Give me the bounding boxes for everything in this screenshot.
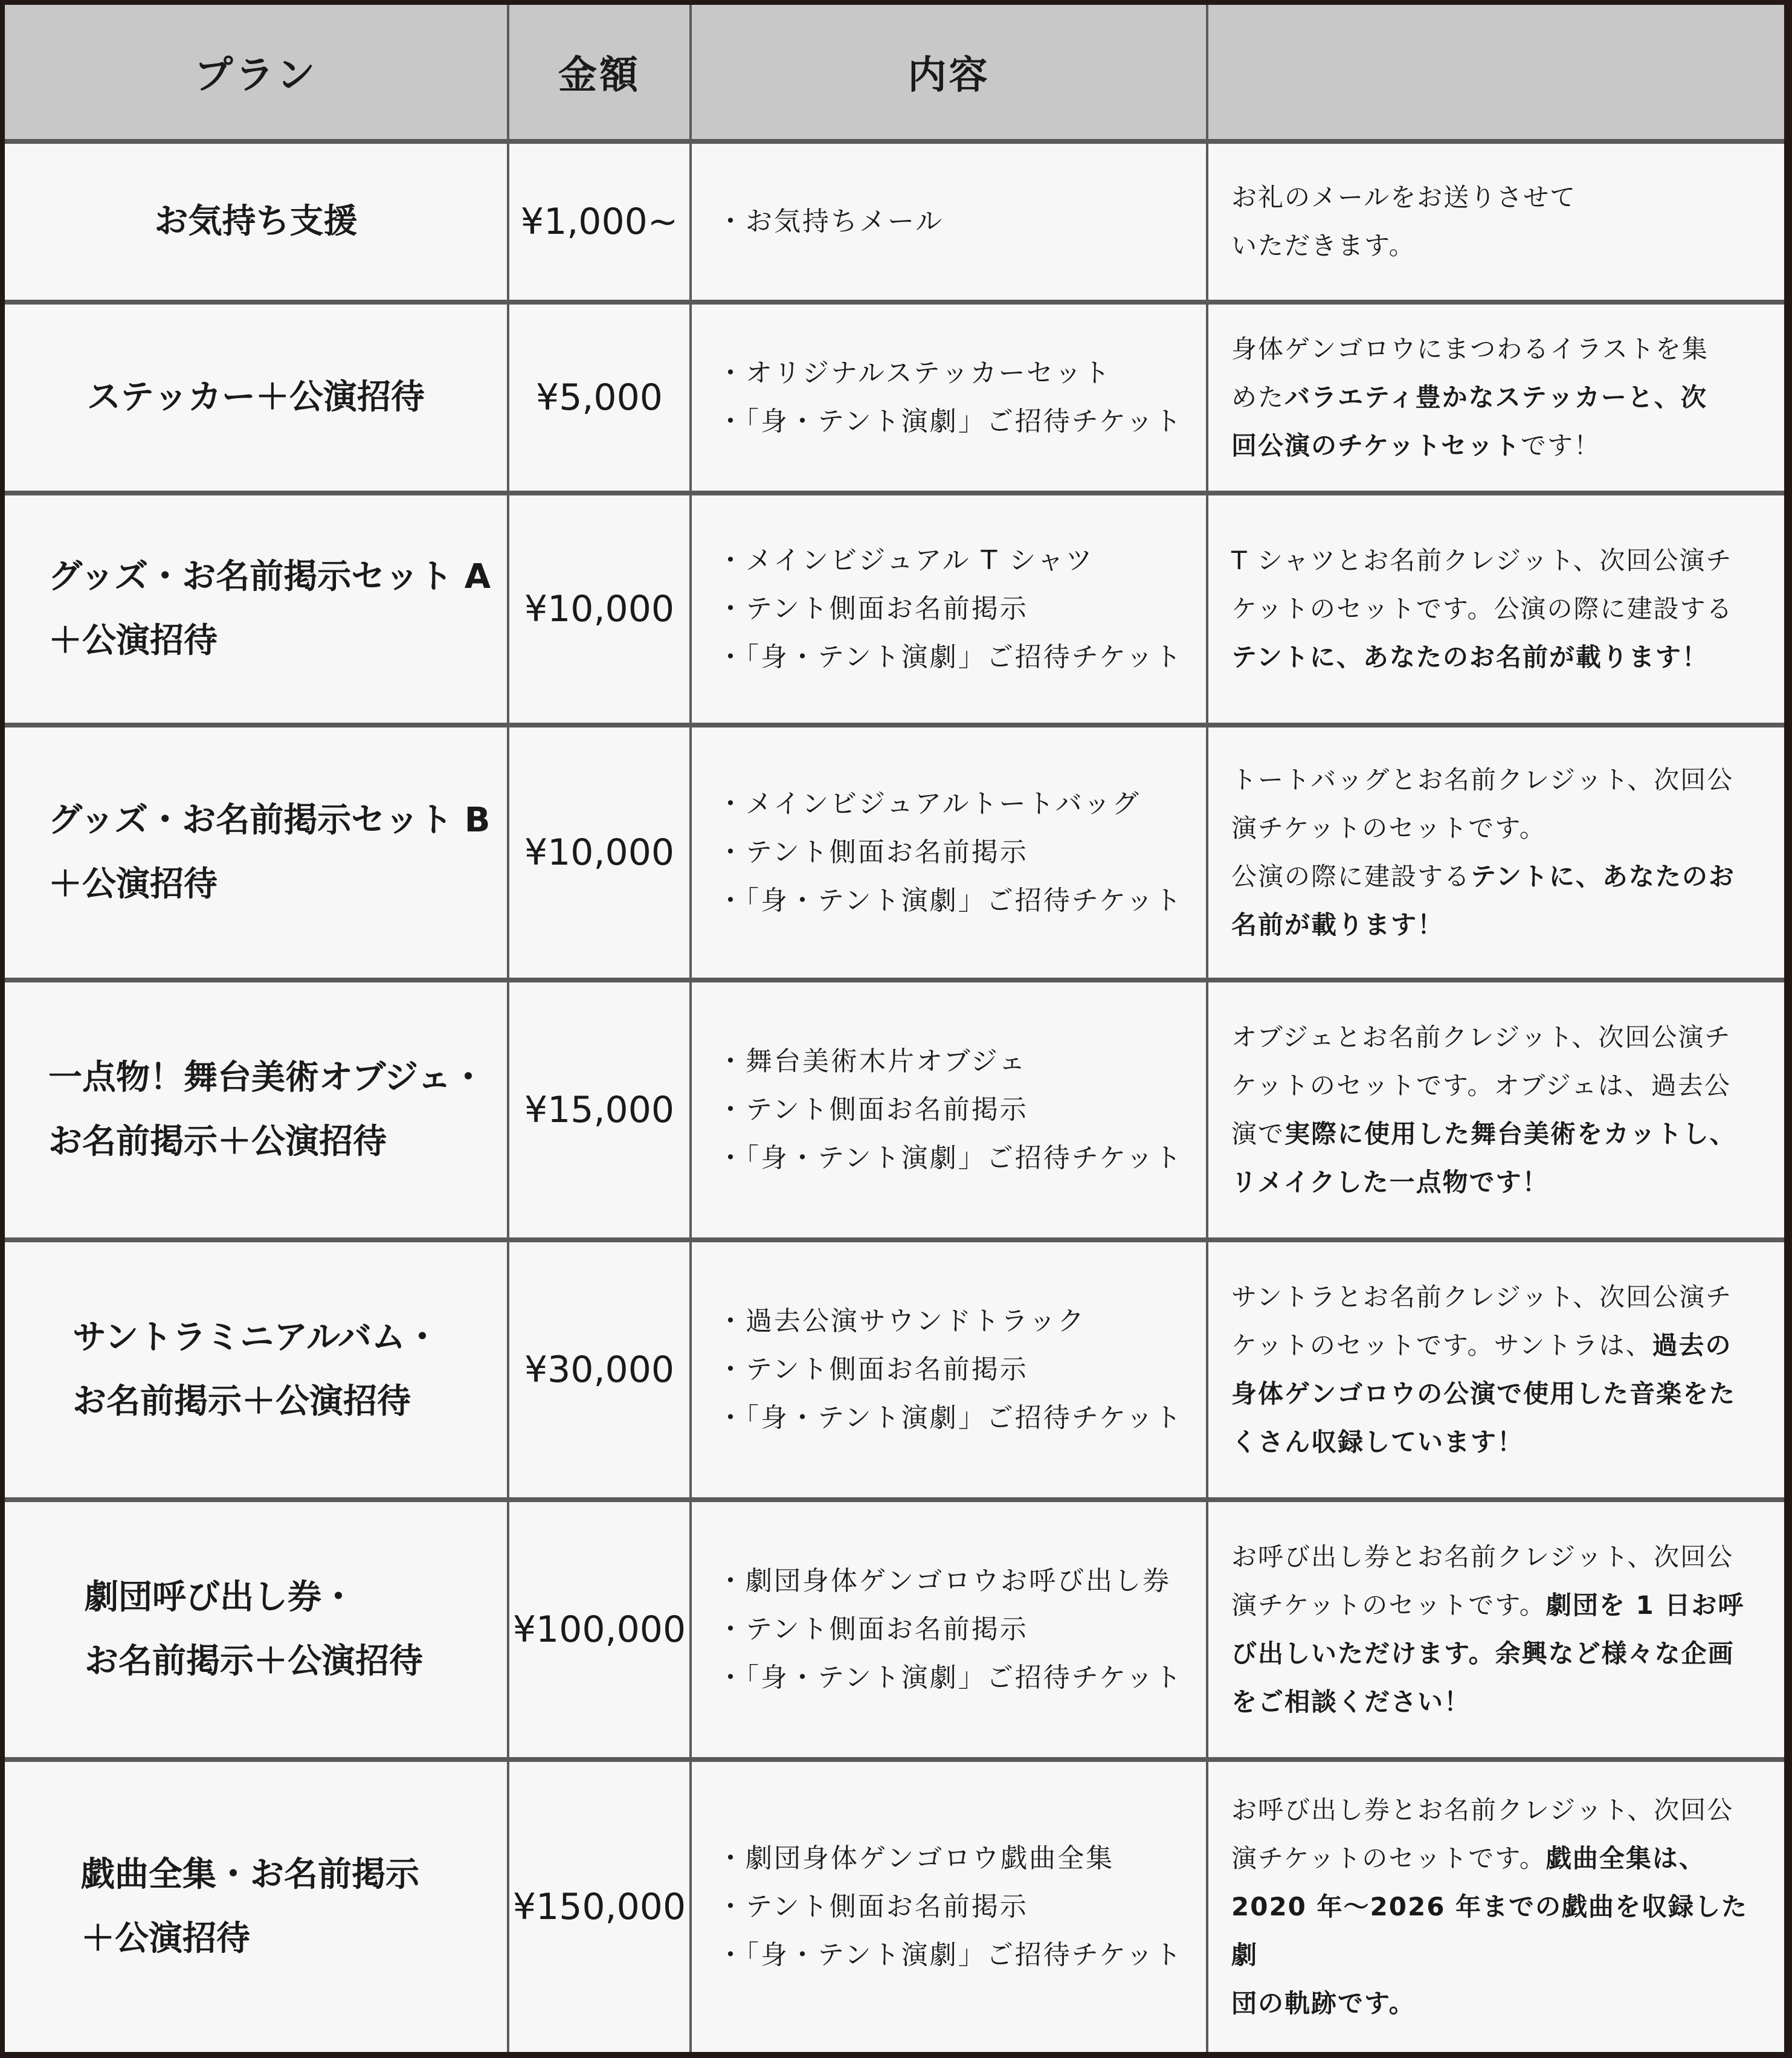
plan-name-cell [5,727,509,982]
price-value: ¥10,000 [524,831,675,874]
description-line [1231,1321,1736,1370]
plan-name: お気持ち支援 [154,202,358,241]
description-emphasis: び出しいただけます。余興など様々な企画 [1231,1639,1735,1668]
price-cell [509,982,692,1242]
contents-cell [692,1242,1208,1502]
description-line [1231,537,1733,585]
description-emphasis: 回公演のチケットセット [1231,431,1521,460]
header-description [1208,5,1784,144]
description-segment: めた [1231,382,1285,412]
contents-item: ・「身・テント演劇」ご招待チケット [717,642,1183,673]
description-line [1231,1418,1736,1466]
plan-name-cell [5,144,509,305]
contents-list [717,537,1183,682]
description-emphasis: 過去の [1652,1331,1732,1360]
description-segment: 演チケットのセットです。 [1231,1590,1546,1620]
contents-item: ・「身・テント演劇」ご招待チケット [717,1940,1183,1970]
contents-item: ・テント側面お名前掲示 [717,837,1028,868]
price-cell [509,305,692,495]
contents-list [717,1834,1183,1979]
description-line [1231,1979,1768,2028]
contents-item: ・「身・テント演劇」ご招待チケット [717,1402,1183,1433]
description-line [1231,585,1733,633]
description-segment: 演チケットのセットです。 [1231,813,1546,843]
description-line [1231,633,1733,682]
plan-name: 一点物！舞台美術オブジェ・ お名前掲示＋公演招待 [48,1058,485,1161]
description-text [1231,537,1733,682]
plan-name-cell [5,1502,509,1762]
header-plan-label: プラン [194,53,318,98]
description-cell [1208,1762,1784,2052]
contents-cell [692,144,1208,305]
description-segment: お礼のメールをお送りさせて [1231,182,1577,212]
description-line [1231,373,1709,422]
contents-list [717,1557,1183,1702]
description-line [1231,173,1576,222]
plan-name: グッズ・お名前掲示セット B ＋公演招待 [48,801,491,904]
description-segment: ケットのセットです。公演の際に建設する [1231,594,1733,624]
price-value: ¥5,000 [536,376,663,419]
contents-list [717,1037,1183,1182]
description-line [1231,756,1735,804]
price-value: ¥10,000 [524,588,675,630]
contents-item: ・お気持ちメール [717,206,944,237]
description-line [1231,1062,1736,1110]
description-emphasis: バラエティ豊かなステッカーと、次 [1284,382,1707,412]
contents-cell [692,727,1208,982]
description-text [1231,325,1709,470]
description-line [1231,1158,1736,1207]
description-line [1231,1110,1736,1158]
description-segment: お呼び出し券とお名前クレジット、次回公 [1231,1795,1734,1825]
contents-item: ・劇団身体ゲンゴロウお呼び出し券 [717,1566,1172,1596]
description-line [1231,1533,1744,1581]
description-emphasis: 名前が載ります！ [1231,910,1445,940]
price-value: ¥150,000 [512,1886,686,1928]
description-line [1231,1630,1744,1678]
description-emphasis: 戯曲全集は、 [1545,1843,1706,1873]
contents-item: ・過去公演サウンドトラック [717,1306,1086,1337]
description-cell [1208,495,1784,727]
plan-name: グッズ・お名前掲示セット A ＋公演招待 [48,557,491,660]
description-cell [1208,144,1784,305]
plan-name: ステッカー＋公演招待 [87,378,425,417]
description-line [1231,1883,1768,1979]
contents-item: ・テント側面お名前掲示 [717,1094,1028,1125]
contents-item: ・「身・テント演劇」ご招待チケット [717,1662,1183,1693]
contents-item: ・テント側面お名前掲示 [717,1354,1028,1385]
price-cell [509,495,692,727]
contents-list [717,198,944,246]
description-emphasis: テントに、あなたのお名前が載ります！ [1231,642,1709,672]
contents-item: ・「身・テント演劇」ご招待チケット [717,1143,1183,1173]
description-text [1231,1786,1768,2028]
description-cell [1208,982,1784,1242]
contents-item: ・テント側面お名前掲示 [717,1891,1028,1922]
plan-name-cell [5,1242,509,1502]
description-emphasis: 団の軌跡です。 [1231,1989,1416,2018]
description-emphasis: 劇団を 1 日お呼 [1545,1590,1745,1620]
plan-name-cell [5,305,509,495]
contents-item: ・劇団身体ゲンゴロウ戯曲全集 [717,1843,1115,1874]
description-segment: 演チケットのセットです。 [1231,1843,1546,1873]
description-cell [1208,1242,1784,1502]
contents-cell [692,305,1208,495]
description-cell [1208,727,1784,982]
description-emphasis: をご相談ください！ [1231,1687,1471,1717]
description-emphasis: くさん収録しています！ [1231,1427,1524,1457]
header-contents [692,5,1208,144]
price-value: ¥15,000 [524,1089,675,1131]
header-contents-label: 内容 [907,53,990,98]
description-segment: いただきます。 [1231,231,1416,260]
contents-item: ・テント側面お名前掲示 [717,593,1028,624]
plan-name-cell [5,982,509,1242]
contents-cell [692,982,1208,1242]
plan-name: サントラミニアルバム・ お名前掲示＋公演招待 [73,1318,440,1421]
description-line [1231,1370,1736,1418]
description-emphasis: 2020 年〜2026 年までの戯曲を収録した劇 [1231,1892,1748,1970]
description-line [1231,1013,1736,1062]
description-segment: です！ [1520,431,1600,460]
price-value: ¥30,000 [524,1349,675,1391]
contents-item: ・舞台美術木片オブジェ [717,1046,1028,1077]
description-cell [1208,1502,1784,1762]
header-plan [5,5,509,144]
header-price [509,5,692,144]
description-segment: トートバッグとお名前クレジット、次回公 [1231,765,1734,795]
contents-item: ・「身・テント演劇」ご招待チケット [717,406,1183,437]
description-segment: 身体ゲンゴロウにまつわるイラストを集 [1231,334,1709,364]
description-segment: 公演の際に建設する [1231,862,1471,891]
description-text [1231,173,1576,270]
description-line [1231,901,1735,949]
description-emphasis: 身体ゲンゴロウの公演で使用した音楽をた [1231,1379,1736,1408]
description-line [1231,1786,1768,1834]
price-cell [509,727,692,982]
description-cell [1208,305,1784,495]
plan-name: 戯曲全集・お名前掲示 ＋公演招待 [81,1855,419,1958]
description-segment: オブジェとお名前クレジット、次回公演チ [1231,1022,1732,1052]
price-cell [509,1762,692,2052]
description-emphasis: テントに、あなたのお [1471,862,1735,891]
description-text [1231,756,1735,949]
contents-list [717,1297,1183,1442]
contents-cell [692,495,1208,727]
contents-list [717,780,1183,925]
description-line [1231,804,1735,853]
description-segment: サントラとお名前クレジット、次回公演チ [1231,1282,1733,1312]
price-cell [509,1242,692,1502]
contents-item: ・テント側面お名前掲示 [717,1614,1028,1645]
contents-item: ・「身・テント演劇」ご招待チケット [717,885,1183,916]
contents-list [717,349,1183,446]
description-text [1231,1273,1736,1466]
description-emphasis: 実際に使用した舞台美術をカットし、 [1284,1119,1736,1149]
plan-name: 劇団呼び出し券・ お名前掲示＋公演招待 [85,1578,423,1681]
description-text [1231,1013,1736,1207]
price-cell [509,144,692,305]
description-segment: 演で [1231,1119,1285,1149]
plan-name-cell [5,495,509,727]
contents-cell [692,1762,1208,2052]
description-segment: T シャツとお名前クレジット、次回公演チ [1231,546,1733,575]
contents-item: ・メインビジュアルトートバッグ [717,789,1141,819]
description-line [1231,1273,1736,1321]
description-segment: ケットのセットです。オブジェは、過去公 [1231,1071,1731,1100]
plan-name-cell [5,1762,509,2052]
header-price-label: 金額 [558,53,640,98]
description-emphasis: リメイクした一点物です！ [1231,1167,1549,1197]
plan-table [5,5,1784,2052]
description-segment: お呼び出し券とお名前クレジット、次回公 [1231,1542,1734,1572]
description-line [1231,1581,1744,1630]
contents-cell [692,1502,1208,1762]
description-text [1231,1533,1744,1726]
description-line [1231,325,1709,373]
price-value: ¥100,000 [512,1608,686,1651]
description-line [1231,1678,1744,1726]
description-line [1231,222,1576,270]
description-line [1231,853,1735,901]
price-cell [509,1502,692,1762]
contents-item: ・オリジナルステッカーセット [717,358,1112,389]
contents-item: ・メインビジュアル T シャツ [717,545,1094,576]
description-line [1231,422,1709,470]
price-value: ¥1,000~ [520,201,678,243]
description-segment: ケットのセットです。サントラは、 [1231,1331,1652,1360]
description-line [1231,1834,1768,1883]
